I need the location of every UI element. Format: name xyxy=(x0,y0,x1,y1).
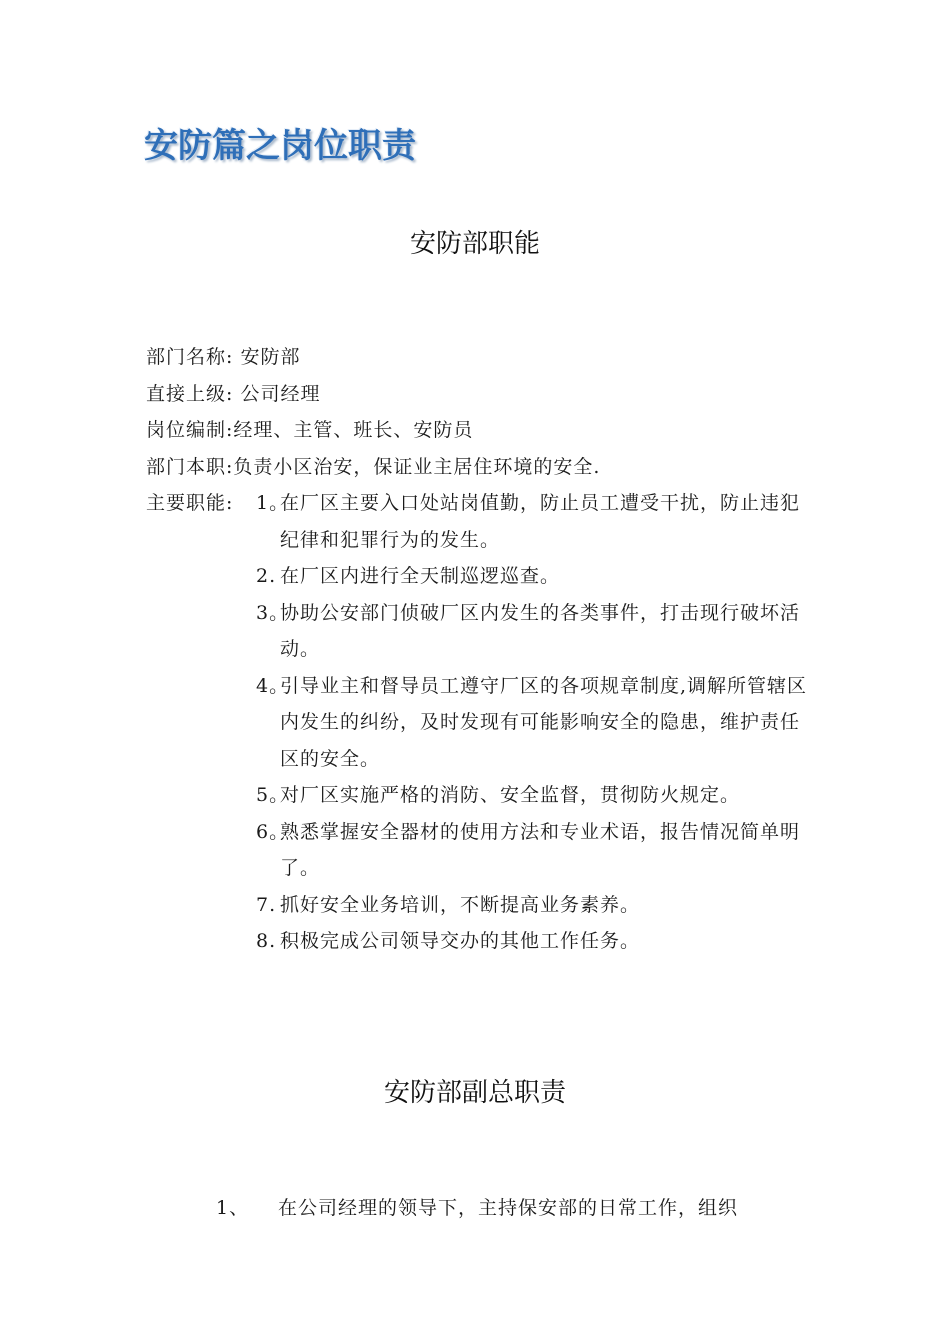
info-value: 经理、主管、班长、安防员 xyxy=(233,419,474,441)
duty-number: 6。 xyxy=(256,820,290,843)
duty-item xyxy=(256,814,816,887)
info-row-staffing xyxy=(146,412,600,449)
duty-text: 引导业主和督导员工遵守厂区的各项规章制度,调解所管辖区内发生的纠纷，及时发现有可能影响安全的隐患，维护责任区的安全。 xyxy=(280,674,808,770)
duty-text: 对厂区实施严格的消防、安全监督，贯彻防火规定。 xyxy=(280,784,741,806)
info-label: 岗位编制: xyxy=(146,419,234,441)
info-value: 安防部 xyxy=(233,346,301,368)
deputy-duty-text: 在公司经理的领导下，主持保安部的日常工作，组织 xyxy=(278,1197,739,1219)
duty-text: 在厂区主要入口处站岗值勤，防止员工遭受干扰，防止违犯纪律和犯罪行为的发生。 xyxy=(280,492,801,551)
duty-item xyxy=(256,558,816,595)
duty-number: 1。 xyxy=(256,492,290,514)
duty-number: 3。 xyxy=(256,601,290,624)
info-row-department-name xyxy=(146,339,600,376)
duty-number: 5。 xyxy=(256,784,290,806)
duty-item xyxy=(256,485,816,558)
document-title: 安防篇之岗位职责 xyxy=(144,126,416,166)
deputy-duty-number: 1、 xyxy=(216,1197,250,1219)
duty-number: 8. xyxy=(256,930,277,952)
info-label: 部门本职: xyxy=(146,455,234,478)
main-duties-label: 主要职能: xyxy=(146,492,234,514)
duty-number: 7. xyxy=(256,893,277,916)
duty-text: 熟悉掌握安全器材的使用方法和专业术语，报告情况简单明了。 xyxy=(280,820,801,879)
duty-text: 抓好安全业务培训，不断提高业务素养。 xyxy=(280,893,641,916)
duty-text: 积极完成公司领导交办的其他工作任务。 xyxy=(280,930,641,952)
duty-number: 4。 xyxy=(256,674,290,697)
duty-item xyxy=(256,668,816,778)
section-heading-deputy-duties: 安防部副总职责 xyxy=(383,1078,566,1108)
info-row-direct-superior xyxy=(146,376,600,413)
duty-item xyxy=(256,923,816,960)
duty-text: 在厂区内进行全天制巡逻巡查。 xyxy=(280,565,561,587)
info-label: 直接上级: xyxy=(146,382,234,405)
duty-item xyxy=(256,595,816,668)
section-heading-functions: 安防部职能 xyxy=(409,229,540,259)
info-row-responsibility xyxy=(146,449,600,486)
info-value: 公司经理 xyxy=(233,382,321,405)
duty-item xyxy=(256,777,816,814)
duty-text: 协助公安部门侦破厂区内发生的各类事件，打击现行破坏活动。 xyxy=(280,601,801,660)
info-value: 负责小区治安，保证业主居住环境的安全. xyxy=(233,455,601,478)
department-info-list xyxy=(146,339,600,485)
main-duties-list xyxy=(256,485,816,960)
duty-item xyxy=(256,887,816,924)
info-label: 部门名称: xyxy=(146,346,234,368)
duty-number: 2. xyxy=(256,565,277,587)
